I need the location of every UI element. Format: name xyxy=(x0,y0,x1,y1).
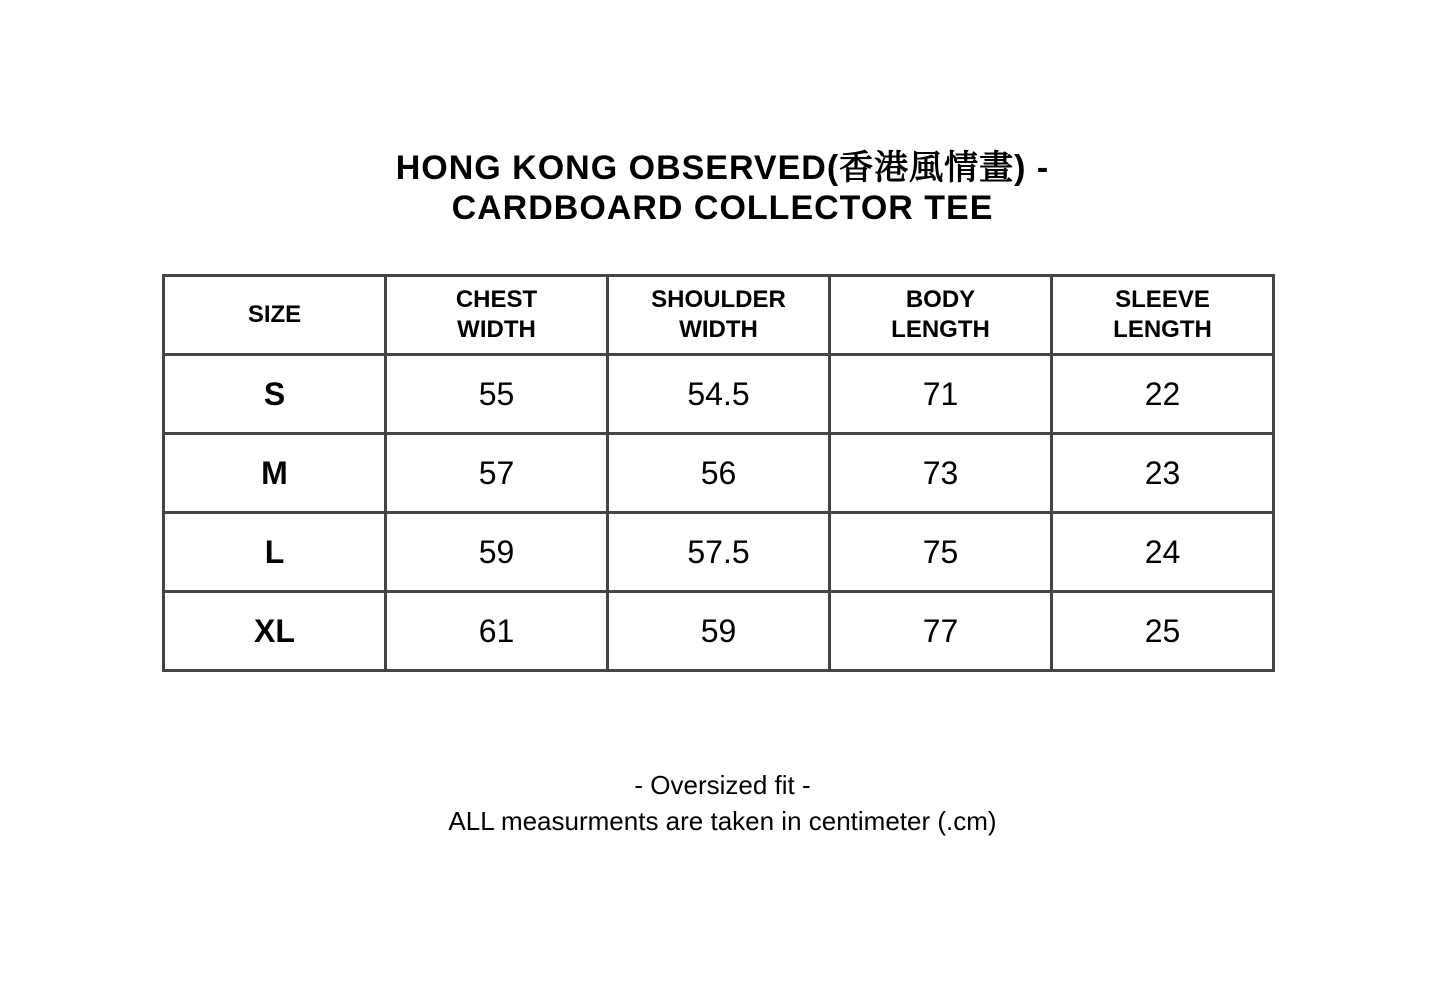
shoulder-width-cell: 57.5 xyxy=(608,513,830,592)
table-row xyxy=(164,592,1274,671)
size-cell: S xyxy=(164,355,386,434)
size-cell: M xyxy=(164,434,386,513)
header-label: LENGTH xyxy=(1113,316,1212,343)
size-cell: L xyxy=(164,513,386,592)
header-label: SLEEVE xyxy=(1115,286,1210,313)
size-chart-table xyxy=(162,274,1275,672)
chest-width-cell: 59 xyxy=(386,513,608,592)
header-label: SHOULDER xyxy=(651,286,786,313)
body-length-cell: 71 xyxy=(830,355,1052,434)
fit-note: - Oversized fit - xyxy=(634,770,811,800)
title-line-1: HONG KONG OBSERVED(香港風情畫) - xyxy=(395,149,1050,187)
header-shoulder-width xyxy=(608,276,830,355)
body-length-cell: 73 xyxy=(830,434,1052,513)
title-line-2: CARDBOARD COLLECTOR TEE xyxy=(451,189,994,227)
header-label: CHEST xyxy=(455,286,538,313)
table-row xyxy=(164,513,1274,592)
table-row xyxy=(164,355,1274,434)
body-length-cell: 77 xyxy=(830,592,1052,671)
page-title xyxy=(0,148,1445,228)
shoulder-width-cell: 54.5 xyxy=(608,355,830,434)
shoulder-width-cell: 59 xyxy=(608,592,830,671)
footer-notes xyxy=(0,767,1445,839)
header-label: SIZE xyxy=(247,301,302,328)
header-chest-width xyxy=(386,276,608,355)
header-size xyxy=(164,276,386,355)
size-cell: XL xyxy=(164,592,386,671)
measurement-note: ALL measurments are taken in centimeter (.cm) xyxy=(448,806,997,836)
body-length-cell: 75 xyxy=(830,513,1052,592)
header-label: BODY xyxy=(905,286,976,313)
shoulder-width-cell: 56 xyxy=(608,434,830,513)
header-body-length xyxy=(830,276,1052,355)
header-label: WIDTH xyxy=(457,316,536,343)
table-header-row xyxy=(164,276,1274,355)
sleeve-length-cell: 24 xyxy=(1052,513,1274,592)
header-label: LENGTH xyxy=(891,316,990,343)
sleeve-length-cell: 25 xyxy=(1052,592,1274,671)
header-sleeve-length xyxy=(1052,276,1274,355)
chest-width-cell: 61 xyxy=(386,592,608,671)
sleeve-length-cell: 22 xyxy=(1052,355,1274,434)
sleeve-length-cell: 23 xyxy=(1052,434,1274,513)
chest-width-cell: 55 xyxy=(386,355,608,434)
header-label: WIDTH xyxy=(679,316,758,343)
chest-width-cell: 57 xyxy=(386,434,608,513)
table-row xyxy=(164,434,1274,513)
